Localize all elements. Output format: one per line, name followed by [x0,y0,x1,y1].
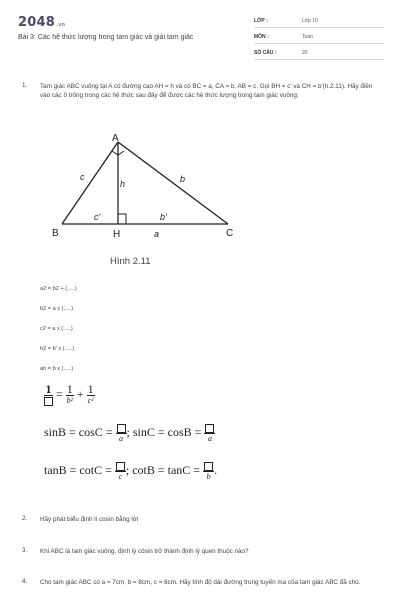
question-2-number: 2. [22,515,28,522]
answer-box[interactable] [204,462,213,471]
question-1-number: 1. [22,82,28,89]
label-A: A [112,133,119,144]
label-h: h [120,179,126,189]
meta-class-value: Lớp 10 [302,18,318,24]
meta-class-row [254,14,384,28]
fill-in-5: ah = b x (.....) [40,366,74,372]
meta-count-value: 20 [302,50,308,56]
meta-subject-label: MÔN : [254,34,269,40]
figure-caption: Hình 2.11 [110,256,151,267]
question-1-text: Tam giác ABC vuông tại A có đường cao AH = h và có BC = a, CA = b, AB = c. Gọi BH = c' và CH = b'(h.2.11). Hãy điền vào các ô trống trong các hệ thức sau đây để được các hệ thức lượng trong tam giác vuông: [40,83,373,99]
answer-box[interactable] [117,424,126,433]
label-C: C [226,228,234,239]
label-c-prime: c' [94,212,101,222]
fill-in-4: h2 = b' x (.....) [40,346,75,352]
label-c: c [80,172,85,182]
answer-box[interactable] [44,397,53,406]
document-header [18,10,384,62]
question-4-number: 4. [22,578,28,585]
site-logo[interactable]: 2048.vn [18,15,66,30]
question-2-text: Hãy phát biểu định lí cosin bằng lời [40,516,139,523]
meta-class-label: LỚP : [254,18,268,24]
meta-subject-value: Toán [302,34,313,40]
document-title: Bài 3: Các hệ thức lượng trong tam giác và giải tam giác [18,34,194,41]
label-a: a [154,229,160,239]
formula-sine-cosine: sinB = cosC = a ; sinC = cosB = a [44,422,215,444]
question-3-number: 3. [22,547,28,554]
question-4-text: Cho tam giác ABC có a = 7cm, b = 8cm, c = 6cm. Hãy tính độ dài đường trung tuyến ma của tam giác ABC đã cho. [40,579,361,586]
right-triangle-figure [46,130,246,245]
answer-box[interactable] [116,462,125,471]
meta-count-row [254,46,384,60]
question-3-text: Khi ABC là tam giác vuông, định lý côsin trở thành định lý quen thuộc nào? [40,548,249,555]
fill-in-3: c2 = a x (.....) [40,326,73,332]
meta-subject-row [254,30,384,44]
formula-tangent-cotangent: tanB = cotC = c ; cotB = tanC = b . [44,460,217,482]
fill-in-1: a2 = b2 + (.....) [40,286,77,292]
label-b-prime: b' [160,212,167,222]
formula-height-reciprocal: 1 = $\frac{1}{\text{b²}}$ + $\frac{1}{\text{c²}}$ [45,382,94,405]
label-B: B [52,228,59,239]
answer-box[interactable] [205,424,214,433]
fill-in-2: b2 = a x (.....) [40,306,74,312]
label-b: b [180,174,186,184]
meta-count-label: SỐ CÂU : [254,50,277,56]
label-H: H [113,229,121,240]
